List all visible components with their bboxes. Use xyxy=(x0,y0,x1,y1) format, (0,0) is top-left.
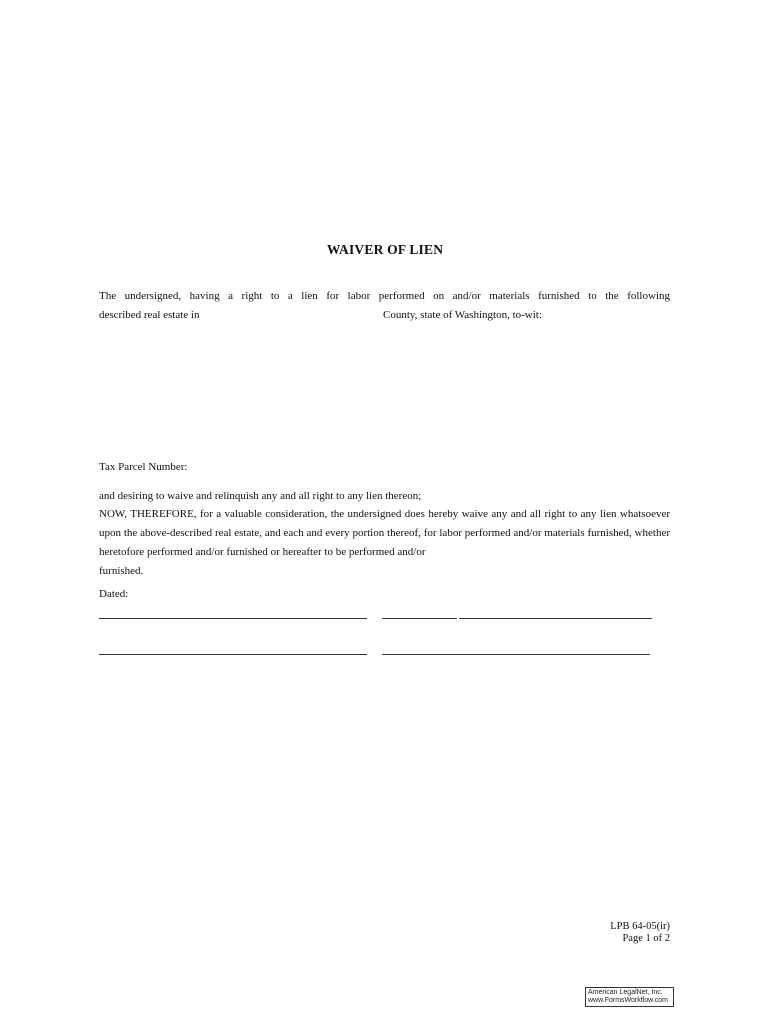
form-code: LPB 64-05(ir) xyxy=(610,921,670,932)
stamp-line-1: American LegalNet, Inc. xyxy=(588,989,663,996)
intro-line-2-left: described real estate in xyxy=(99,309,200,321)
footer-form-info xyxy=(610,921,670,945)
desire-text: and desiring to waive and relinquish any and all right to any lien thereon; xyxy=(99,490,422,502)
document-title: WAIVER OF LIEN xyxy=(326,242,444,257)
stamp-line-2: www.FormsWorkflow.com xyxy=(588,997,668,1004)
intro-line-2-right: County, state of Washington, to-wit: xyxy=(383,309,542,321)
therefore-paragraph: NOW, THEREFORE, for a valuable consideration, the undersigned does hereby waive any and all right to any lien whatsoever upon the above-described real estate, and each and every portion thereof, for labor performed and/or materials furnished, whether heretofore performed and/or furnished or hereafter to be performed and/or xyxy=(99,508,670,558)
signature-line-left-1 xyxy=(99,618,367,619)
date-line-right-1a xyxy=(382,618,457,619)
publisher-stamp xyxy=(585,987,674,1007)
intro-line-1: The undersigned, having a right to a lien for labor performed on and/or materials furnished to the following xyxy=(99,290,670,302)
page-info: Page 1 of 2 xyxy=(622,933,670,944)
signature-line-left-2 xyxy=(99,654,367,655)
signature-line-right-1b xyxy=(459,618,652,619)
tax-parcel-label: Tax Parcel Number: xyxy=(99,461,188,473)
dated-label: Dated: xyxy=(99,588,129,600)
therefore-last-line: furnished. xyxy=(99,565,144,577)
signature-line-right-2 xyxy=(382,654,650,655)
